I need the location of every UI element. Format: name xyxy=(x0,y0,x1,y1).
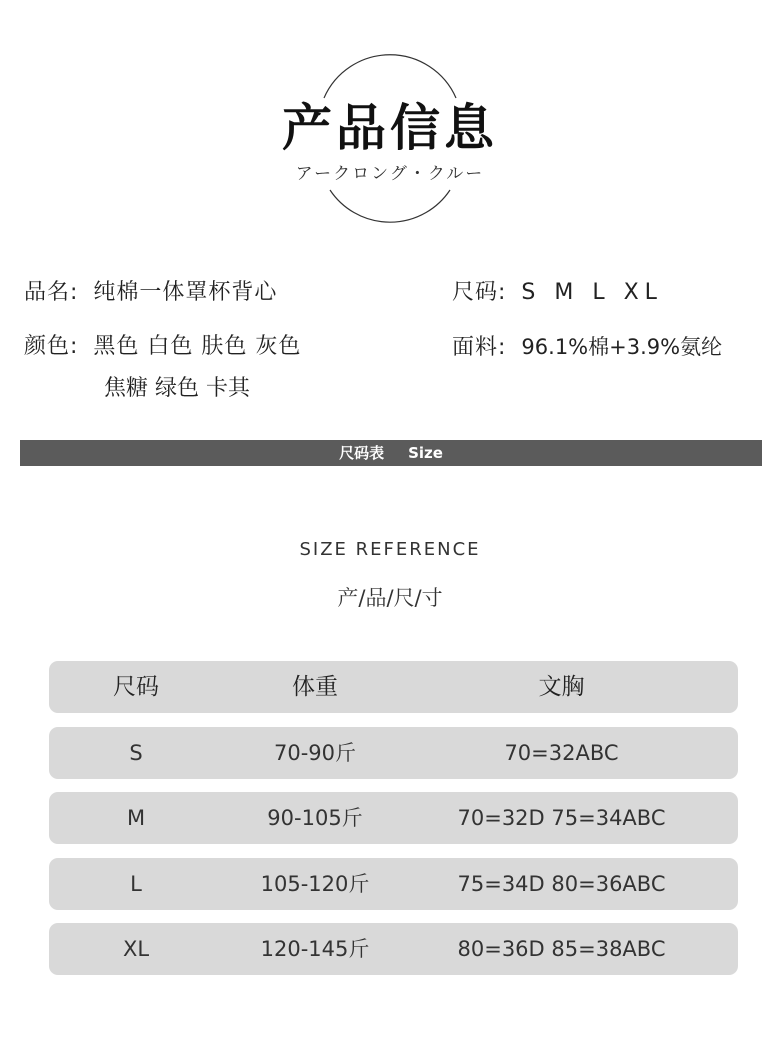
product-name-value: 纯棉一体罩杯背心 xyxy=(93,280,278,305)
table-row xyxy=(49,792,738,844)
header-size: 尺码 xyxy=(113,674,159,700)
fabric-row xyxy=(452,332,722,363)
cell-weight: 70-90斤 xyxy=(273,741,357,765)
color-value-line2: 焦糖 绿色 卡其 xyxy=(104,376,250,401)
size-bar-cn: 尺码表 xyxy=(339,444,385,462)
product-name-row xyxy=(24,278,277,308)
cell-size: S xyxy=(129,741,143,765)
cell-bra: 75=34D 80=36ABC xyxy=(457,872,666,896)
size-label: 尺码: xyxy=(452,280,507,305)
cell-weight: 120-145斤 xyxy=(260,937,370,961)
cell-size: XL xyxy=(122,937,150,961)
fabric-label: 面料: xyxy=(452,335,507,360)
product-name-label: 品名: xyxy=(24,280,79,305)
color-value-line1: 黑色 白色 肤色 灰色 xyxy=(93,334,302,359)
title-bottom-arc xyxy=(330,190,450,222)
size-reference-title: SIZE REFERENCE xyxy=(299,539,481,560)
table-row xyxy=(49,727,738,779)
size-reference-subtitle: 产/品/尺/寸 xyxy=(337,586,443,610)
cell-size: L xyxy=(130,872,142,896)
title-top-arc xyxy=(324,55,456,98)
cell-weight: 90-105斤 xyxy=(267,806,363,830)
size-table-header xyxy=(49,661,738,713)
page-title: 产品信息 xyxy=(282,98,498,157)
header-weight: 体重 xyxy=(292,674,338,700)
size-row xyxy=(452,278,663,308)
cell-bra: 80=36D 85=38ABC xyxy=(457,937,666,961)
header-bra: 文胸 xyxy=(538,674,585,700)
cell-weight: 105-120斤 xyxy=(260,872,370,896)
cell-bra: 70=32D 75=34ABC xyxy=(457,806,666,830)
table-row xyxy=(49,858,738,910)
cell-size: M xyxy=(126,806,146,830)
table-row xyxy=(49,923,738,975)
fabric-value: 96.1%棉+3.9%氨纶 xyxy=(521,335,723,359)
page-subtitle: アークロング・クルー xyxy=(295,164,485,184)
size-value: S M L XL xyxy=(521,280,663,305)
color-row xyxy=(24,332,301,362)
color-label: 颜色: xyxy=(24,334,79,359)
cell-bra: 70=32ABC xyxy=(504,741,619,765)
size-section-bar-label xyxy=(20,440,762,466)
size-bar-en: Size xyxy=(408,444,443,462)
